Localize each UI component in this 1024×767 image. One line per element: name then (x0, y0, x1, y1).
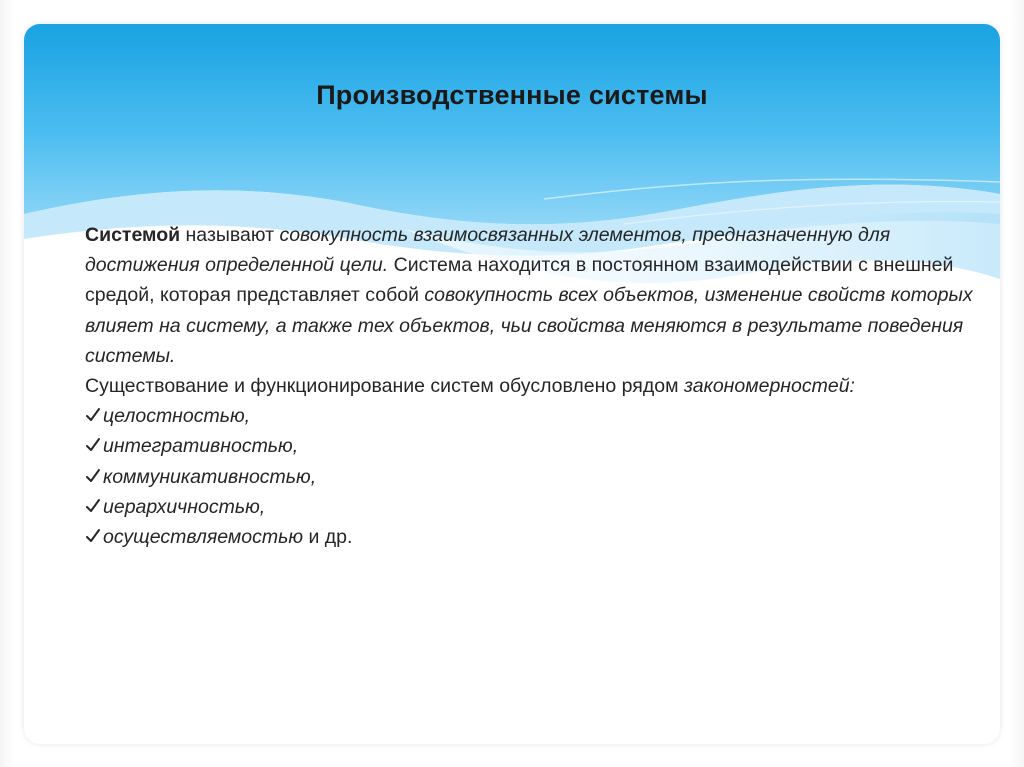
list-item-label: коммуникативностью, (103, 465, 317, 488)
italic-text-run: совокупность взаимосвязанных элементов, предназначенную для достижения определенной цели. (85, 224, 891, 277)
text-run: Система находится в постоянном взаимодействии с внешней средой, которая представляет собой (85, 254, 954, 307)
checkmark-icon (85, 437, 101, 453)
list-item (85, 522, 985, 552)
checkmark-icon (85, 498, 101, 514)
regularities-list (85, 401, 985, 552)
italic-text-run: совокупность всех объектов, изменение свойств которых влияет на систему, а также тех объектов, чьи свойства меняются в результате поведения системы. (85, 284, 973, 367)
slide-title: Производственные системы (316, 80, 708, 110)
text-run: Существование и функционирование систем обусловлено рядом (85, 375, 684, 398)
list-item-suffix: и др. (303, 526, 353, 549)
list-item (85, 462, 985, 492)
definition-term: Системой (85, 224, 181, 246)
regularities-paragraph (85, 371, 985, 401)
checkmark-icon (85, 528, 101, 544)
slide-body (85, 220, 985, 552)
slide (24, 24, 1000, 744)
list-item (85, 492, 985, 522)
list-item (85, 431, 985, 461)
list-item-label: целостностью, (103, 405, 251, 428)
text-run: называют (180, 224, 280, 246)
list-item-label: иерархичностью, (103, 495, 266, 518)
italic-text-run: закономерностей: (683, 375, 855, 398)
definition-paragraph (85, 220, 985, 371)
checkmark-icon (85, 407, 101, 423)
list-item-label: интегративностью, (103, 435, 299, 458)
list-item (85, 401, 985, 431)
checkmark-icon (85, 468, 101, 484)
list-item-label: осуществляемостью (103, 526, 304, 549)
